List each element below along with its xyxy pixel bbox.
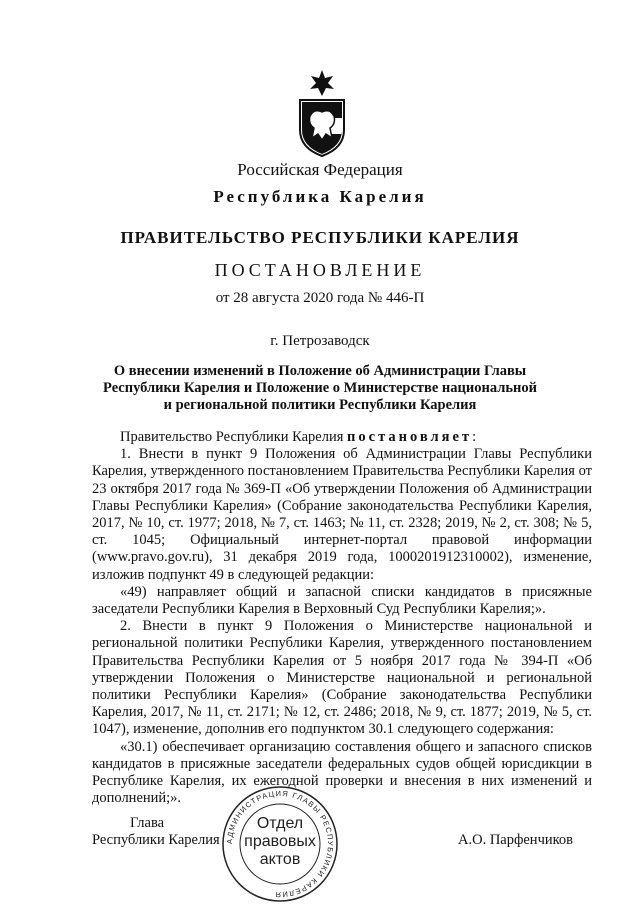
document-body xyxy=(92,429,592,807)
stamp-label: Отдел правовых актов xyxy=(244,815,316,868)
paragraph-2-quote: «30.1) обеспечивает организацию составления общего и запасного списков кандидатов в присяжные заседатели федеральных судов общей юрисдикции в Республике Карелия, их ежегодной проверки и внесения в них изменений и дополнений;». xyxy=(92,738,592,807)
country-name: Российская Федерация xyxy=(237,160,403,179)
signatory-title: Глава Республики Карелия xyxy=(92,815,220,848)
stamp-ring-text: АДМИНИСТРАЦИЯ ГЛАВЫ РЕСПУБЛИКИ КАРЕЛИЯ xyxy=(224,788,336,900)
title-line: и региональной политики Республики Карелия xyxy=(163,397,477,413)
document-date: от 28 августа 2020 года № 446-П xyxy=(215,290,425,306)
paragraph-1-quote: «49) направляет общий и запасной списки кандидатов в присяжные заседатели Республики Карелия в Верховный Суд Республики Карелия;». xyxy=(92,583,592,618)
document-city: г. Петрозаводск xyxy=(270,333,370,349)
paragraph-1: 1. Внести в пункт 9 Положения об Администрации Главы Республики Карелия, утвержденного постановлением Правительства Республики Карелия от 23 октября 2017 года № 369-П «Об утверждении Положения об Администрации Главы Республики Карелия» (Собрание законодательства Республики Карелия, 2017, № 10, ст. 1977; 2018, № 7, ст. 1463; № 11, ст. 2328; 2019, № 2, ст. 308; № 5, ст. 1045; Официальный интернет-портал правовой информации (www.pravo.gov.ru), 31 декабря 2019 года, 1000201912310002), изменение, изложив подпункт 49 в следующей редакции: xyxy=(92,446,592,583)
document-type: ПОСТАНОВЛЕНИЕ xyxy=(214,260,426,280)
government-name: ПРАВИТЕЛЬСТВО РЕСПУБЛИКИ КАРЕЛИЯ xyxy=(120,228,520,247)
signatory-name: А.О. Парфенчиков xyxy=(458,832,574,848)
intro-paragraph: Правительство Республики Карелия постановляет: xyxy=(120,429,477,445)
paragraph-2: 2. Внести в пункт 9 Положения о Министерстве национальной и региональной политики Республики Карелия, утвержденного постановлением Правительства Республики Карелия от 5 ноября 2017 года № 394-П «Об утверждении Положения о Министерстве национальной и региональной политики Республики Карелия» (Собрание законодательства Республики Карелия, 2017, № 11, ст. 2171; № 12, ст. 2486; 2018, № 9, ст. 1877; 2019, № 5, ст. 1047), изменение, дополнив его подпунктом 30.1 следующего содержания: xyxy=(92,618,592,738)
decree-verb: постановляет xyxy=(347,429,473,445)
karelia-coat-of-arms-icon xyxy=(292,68,352,158)
title-line: Республики Карелия и Положение о Министерстве национальной xyxy=(103,380,537,396)
republic-name: Республика Карелия xyxy=(213,187,427,206)
document-title xyxy=(90,363,550,414)
title-line: О внесении изменений в Положение об Администрации Главы xyxy=(113,363,527,379)
